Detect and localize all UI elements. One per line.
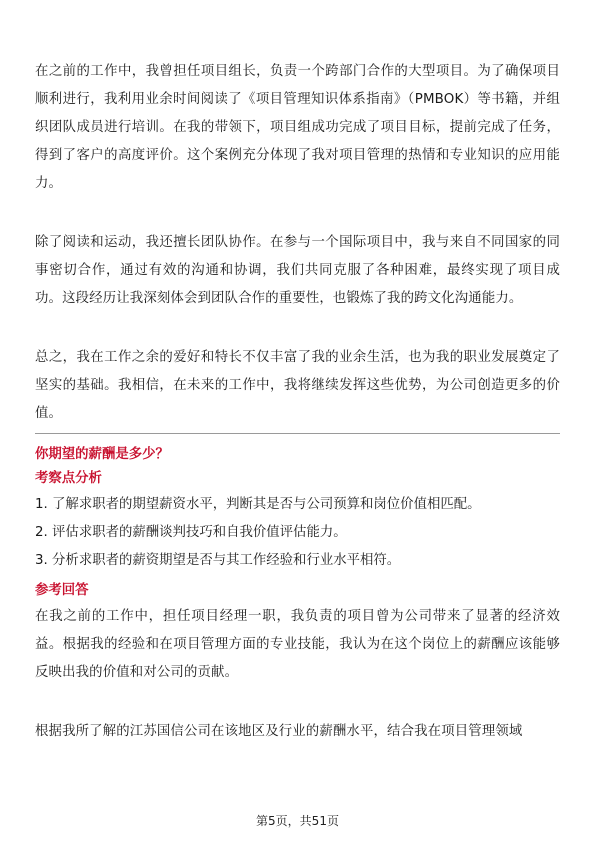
section-divider [35, 433, 560, 434]
page-number: 第5页，共51页 [256, 814, 339, 828]
analysis-item-1: 1. 了解求职者的期望薪资水平，判断其是否与公司预算和岗位价值相匹配。 [35, 497, 481, 512]
answer-paragraph-1: 在我之前的工作中，担任项目经理一职，我负责的项目曾为公司带来了显著的经济效益。根据我的经验和在项目管理方面的专业技能，我认为在这个岗位上的薪酬应该能够反映出我的价值和对公司的贡献。 [35, 609, 560, 680]
analysis-heading: 考察点分析 [35, 471, 102, 486]
paragraph-project-leader: 在之前的工作中，我曾担任项目组长，负责一个跨部门合作的大型项目。为了确保项目顺利进行，我利用业余时间阅读了《项目管理知识体系指南》（PMBOK）等书籍，并组织团队成员进行培训。在我的带领下，项目组成功完成了项目目标，提前完成了任务，得到了客户的高度评价。这个案例充分体现了我对项目管理的热情和专业知识的应用能力。 [35, 64, 560, 191]
analysis-item-2: 2. 评估求职者的薪酬谈判技巧和自我价值评估能力。 [35, 525, 347, 540]
paragraph-gap [35, 198, 560, 229]
paragraph-gap [35, 687, 560, 718]
paragraph-gap [35, 313, 560, 344]
document-page [35, 58, 560, 746]
answer-paragraph-2: 根据我所了解的江苏国信公司在该地区及行业的薪酬水平，结合我在项目管理领域 [35, 724, 523, 739]
analysis-item-3: 3. 分析求职者的薪资期望是否与其工作经验和行业水平相符。 [35, 553, 401, 568]
paragraph-teamwork: 除了阅读和运动，我还擅长团队协作。在参与一个国际项目中，我与来自不同国家的同事密切合作，通过有效的沟通和协调，我们共同克服了各种困难，最终实现了项目成功。这段经历让我深刻体会到团队合作的重要性，也锻炼了我的跨文化沟通能力。 [35, 235, 560, 306]
question-title: 你期望的薪酬是多少？ [35, 447, 169, 462]
paragraph-summary: 总之，我在工作之余的爱好和特长不仅丰富了我的业余生活，也为我的职业发展奠定了坚实的基础。我相信，在未来的工作中，我将继续发挥这些优势，为公司创造更多的价值。 [35, 350, 560, 421]
answer-heading: 参考回答 [35, 583, 89, 598]
